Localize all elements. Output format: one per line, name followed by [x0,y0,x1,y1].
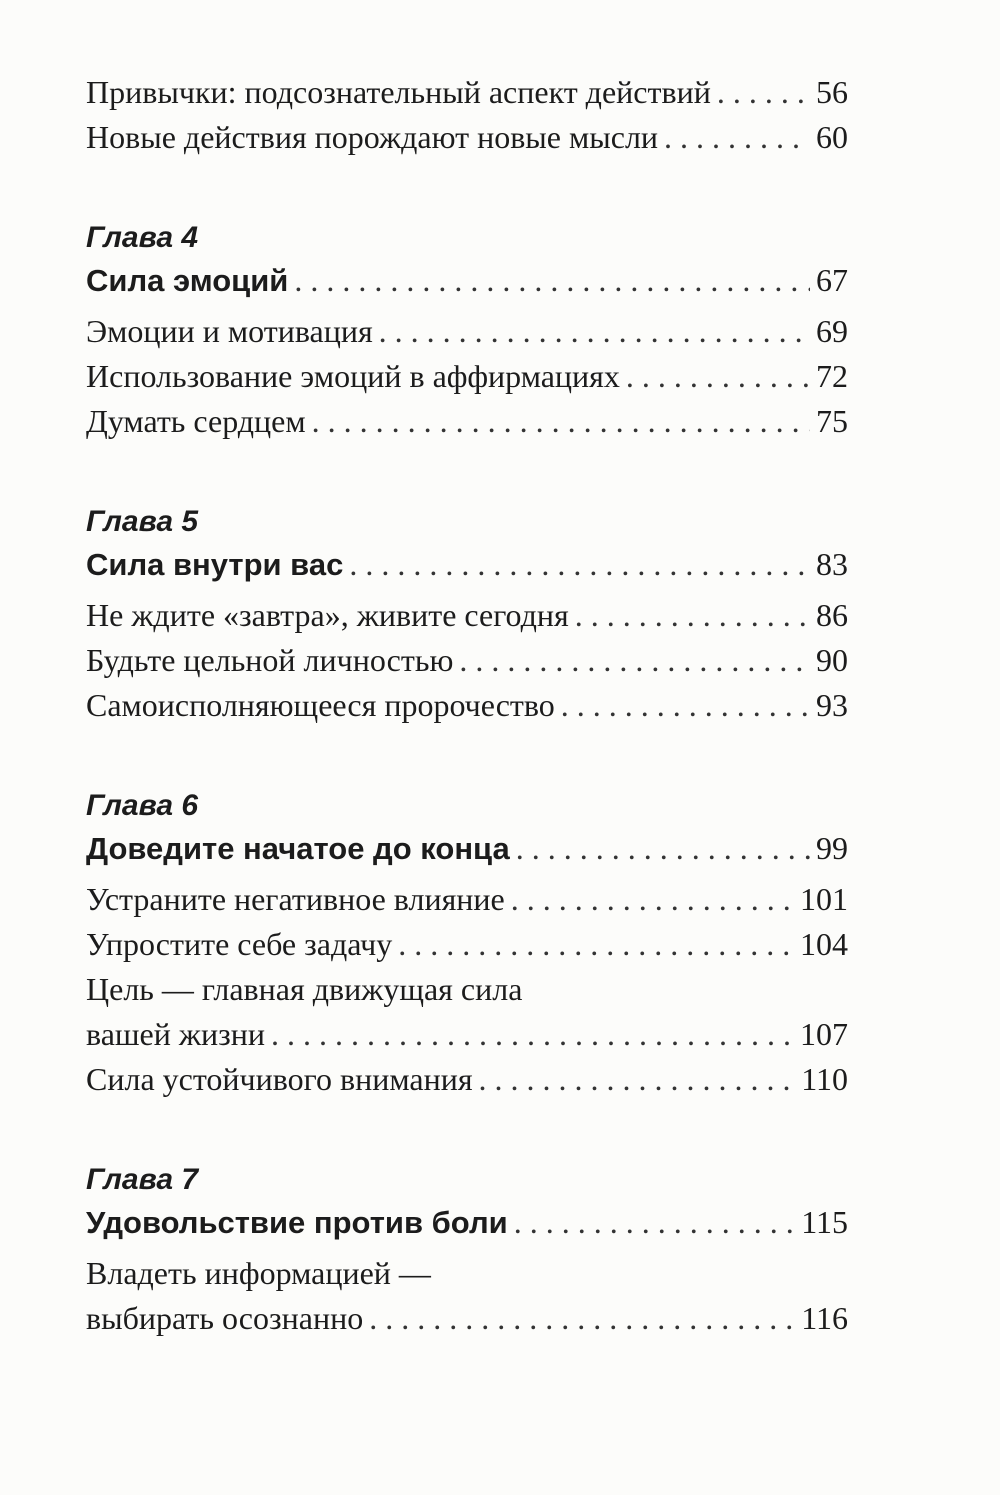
toc-entry-title-line1: Владеть информацией — [86,1255,431,1291]
chapter-label: Глава 7 [86,1163,199,1196]
chapter-label: Глава 4 [86,221,199,254]
dot-leader [294,258,810,302]
toc-entry[interactable] [86,638,848,683]
chapter-title-entry[interactable] [86,826,848,871]
toc-entry[interactable] [86,877,848,922]
toc-entry-multiline[interactable] [86,967,848,1057]
toc-page-number: 93 [816,687,848,723]
toc-entry-title: Не ждите «завтра», живите сегодня [86,597,569,633]
toc-entry [86,1012,848,1057]
dot-leader [575,593,810,638]
toc-page-number: 90 [816,642,848,678]
toc-entry [86,1296,848,1341]
chapter-section [86,1160,848,1341]
toc-entry-title: вашей жизни [86,1016,265,1052]
toc-entry[interactable] [86,399,848,444]
toc-entry[interactable] [86,70,848,115]
toc-entry-title: Самоисполняющееся пророчество [86,687,555,723]
toc-entry[interactable] [86,922,848,967]
toc-page-number: 104 [800,926,848,962]
dot-leader [717,70,810,115]
chapter-title-entry[interactable] [86,542,848,587]
toc-entry-title: Думать сердцем [86,403,306,439]
toc-page-number: 67 [816,262,848,298]
toc-entry[interactable] [86,683,848,728]
dot-leader [271,1012,794,1057]
chapter-section [86,786,848,1102]
dot-leader [626,354,810,399]
toc-entry-title: Сила устойчивого внимания [86,1061,473,1097]
table-of-contents [86,70,848,1341]
chapter-title-entry[interactable] [86,258,848,303]
toc-entry-title: Эмоции и мотивация [86,313,373,349]
toc-page-number: 110 [801,1061,848,1097]
toc-entry-title: Упростите себе задачу [86,926,393,962]
toc-page-number: 116 [801,1300,848,1336]
chapter-label: Глава 5 [86,505,199,538]
toc-entry-title: Будьте цельной личностью [86,642,454,678]
toc-page-number: 75 [816,403,848,439]
dot-leader [516,826,810,870]
toc-page-number: 60 [816,119,848,155]
toc-entry-title-line1: Цель — главная движущая сила [86,971,523,1007]
toc-entry-title: Новые действия порождают новые мысли [86,119,659,155]
chapter-section [86,218,848,444]
toc-page-number: 115 [801,1204,848,1240]
toc-entry-multiline[interactable] [86,1251,848,1341]
toc-page-number: 86 [816,597,848,633]
chapter-section [86,502,848,728]
toc-page-number: 107 [800,1016,848,1052]
toc-page-number: 99 [816,830,848,866]
dot-leader [349,542,810,586]
dot-leader [479,1057,796,1102]
dot-leader [459,638,810,683]
toc-page-number: 101 [800,881,848,917]
toc-entry[interactable] [86,1057,848,1102]
dot-leader [664,115,810,160]
chapter-title: Удовольствие против боли [86,1205,508,1240]
toc-page-number: 83 [816,546,848,582]
toc-entry[interactable] [86,309,848,354]
toc-entry-title: Устраните негативное влияние [86,881,505,917]
dot-leader [312,399,810,444]
toc-page-number: 56 [816,74,848,110]
toc-entry-title: Привычки: подсознательный аспект действий [86,74,711,110]
toc-entry-title: выбирать осознанно [86,1300,364,1336]
toc-entry-title: Использование эмоций в аффирмациях [86,358,620,394]
toc-entry[interactable] [86,593,848,638]
chapter-title-entry[interactable] [86,1200,848,1245]
toc-entry[interactable] [86,115,848,160]
chapter-title: Сила эмоций [86,263,289,298]
dot-leader [369,1296,795,1341]
toc-page-number: 72 [816,358,848,394]
chapter-title: Доведите начатое до конца [86,831,510,866]
chapter-title: Сила внутри вас [86,547,344,582]
toc-entry[interactable] [86,354,848,399]
toc-page-number: 69 [816,313,848,349]
dot-leader [511,877,794,922]
dot-leader [379,309,810,354]
chapter-label: Глава 6 [86,789,199,822]
dot-leader [398,922,794,967]
dot-leader [514,1200,795,1244]
dot-leader [561,683,810,728]
